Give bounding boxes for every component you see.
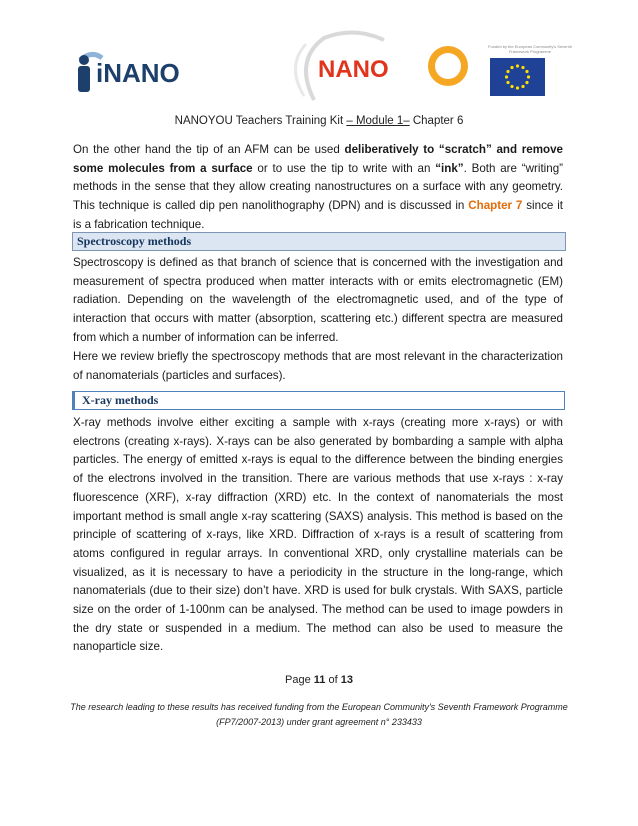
running-header: NANOYOU Teachers Training Kit – Module 1– Chapter 6 bbox=[174, 115, 464, 127]
eu-funded-caption: Funded by the European Community's Seventh Framework Programme bbox=[488, 44, 572, 54]
spectroscopy-paragraph-2: Here we review briefly the spectroscopy methods that are most relevant in the characterization of nanomaterials (particles and surfaces). bbox=[73, 350, 563, 382]
heading-accent-bar bbox=[72, 392, 75, 409]
intro-emphasis-scratch: deliberatively to “scratch” and remove some molecules from a surface bbox=[73, 143, 563, 175]
xray-paragraph: X-ray methods involve either exciting a sample with x-rays (creating more x-rays) or with electrons (creating x-rays). X-rays can be also generated by bombarding a sample with alpha particles. The energy of emitted x-rays is equal to the difference between the binding energies of the electrons involved in the transition. There are various methods that use x-rays : x-ray fluorescence (XRF), x-ray diffraction (XRD) etc. In the context of nanomaterials the most important method is small angle x-ray scattering (SAXS) analysis. This method is based on the principle of scattering of x-rays, like XRD. Diffraction of x-rays is a result of scattering from atoms configured in regular arrays. In conventional XRD, only crystalline materials can be visualized, as it is necessary to have a periodicity in the structure in the long-range, which nanomaterials (due to their size) don’t have. XRD is used for bulk crystals. With SAXS, particle size on the order of 1-100nm can be analysed. The method can be used to image powders in the dry state or suspended in a medium. The method can also be used to measure the nanoparticle size. bbox=[73, 416, 563, 654]
spectroscopy-section-heading bbox=[72, 232, 566, 251]
nanoyou-logo-text: NANO bbox=[318, 56, 389, 83]
spectroscopy-paragraph-1: Spectroscopy is defined as that branch of science that is concerned with the investigation and measurement of spectra produced when matter interacts with or emits electromagnetic (EM) radiation. Depending on the wavelength of the electromagnetic used, and of the type of interaction that occurs with matter (absorption, scattering etc.) different spectra are measured from which a number of information can be inferred. bbox=[73, 256, 563, 344]
chapter-7-link[interactable]: Chapter 7 bbox=[468, 199, 523, 213]
page-number: Page 11 of 13 bbox=[285, 674, 353, 686]
intro-emphasis-ink: “ink” bbox=[435, 161, 464, 175]
spectroscopy-title: Spectroscopy methods bbox=[77, 234, 192, 248]
xray-title: X-ray methods bbox=[82, 393, 159, 407]
funding-footer: The research leading to these results has received funding from the European Community's Seventh Framework Programme (FP7/2007-2013) under grant agreement n° 233433 bbox=[70, 702, 568, 727]
intro-paragraph: On the other hand the tip of an AFM can be used deliberatively to “scratch” and remove some molecules from a surface or to use the tip to write with an “ink”. Both are “writing” methods in the sense that they allow creating nanostructures on a surface with any geometry. This technique is called dip pen nanolithography (DPN) and is discussed in Chapter 7 since it is a fabrication technique. bbox=[73, 143, 563, 231]
inano-logo-text: iNANO bbox=[96, 58, 180, 88]
xray-section-heading bbox=[72, 391, 565, 410]
eu-flag-icon bbox=[490, 58, 545, 96]
